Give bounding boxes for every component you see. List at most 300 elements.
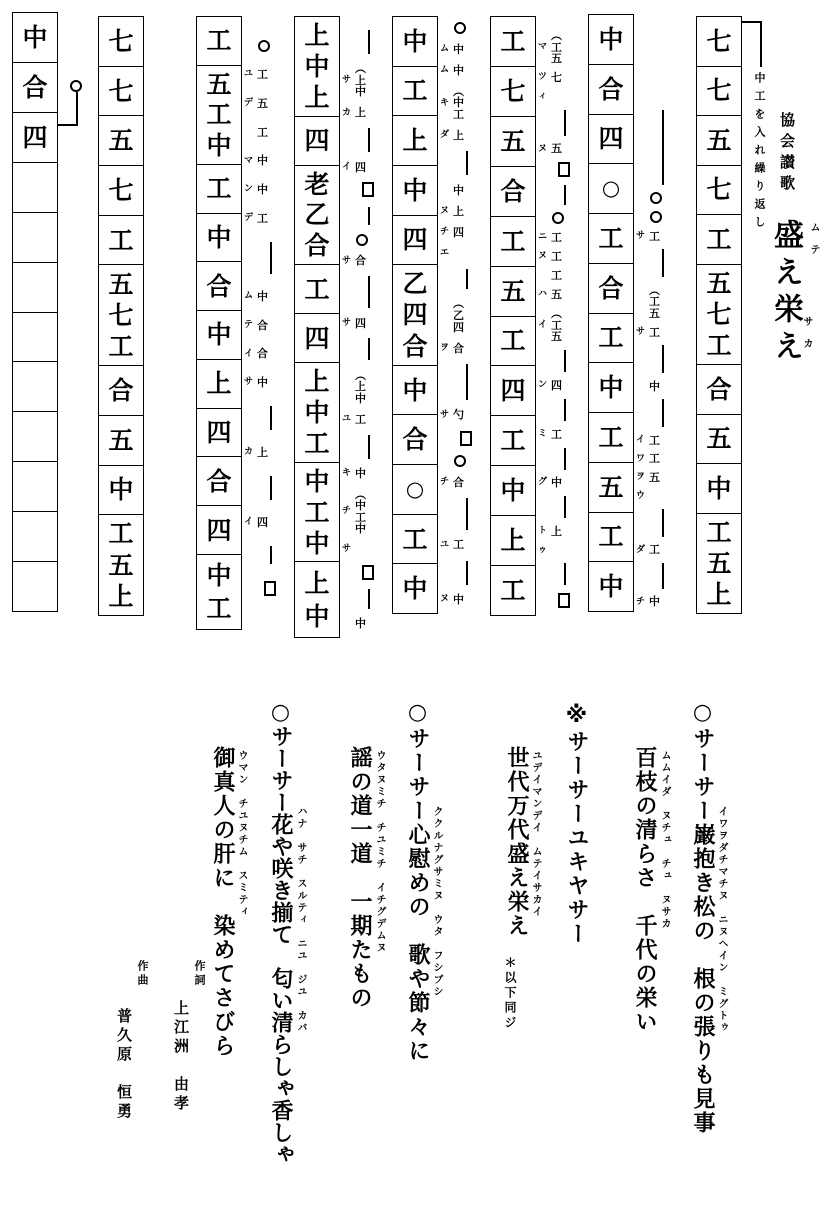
notation-cell: [295, 562, 339, 637]
vocal-note: 工: [551, 250, 562, 264]
notation-cell: [13, 63, 57, 113]
note-character: 合: [206, 466, 232, 496]
notation-column-6: [196, 16, 242, 630]
annotation-token: [537, 232, 562, 244]
notation-cell: [697, 415, 741, 465]
note-character: 四: [304, 323, 330, 353]
notation-cell: [99, 515, 143, 615]
annotation-token: [439, 86, 464, 121]
annotation-token: [635, 472, 660, 484]
lyric-kana: デ: [243, 213, 253, 224]
note-character: 工: [402, 524, 428, 554]
notation-cell: [99, 166, 143, 216]
annotation-token: [635, 285, 660, 320]
duration-line: [466, 561, 468, 585]
note-character: 七: [108, 26, 134, 56]
note-character: 工: [206, 100, 232, 130]
title-ruby-lower: サカ: [801, 316, 812, 360]
repeat-instruction: 中工を入れ繰り返し: [753, 72, 766, 234]
notation-cell: [589, 214, 633, 264]
note-character: 合: [598, 273, 624, 303]
note-character: 工: [304, 497, 330, 527]
lyric-kana: ム: [439, 65, 449, 75]
note-character: 工: [402, 76, 428, 106]
vocal-note: 中: [649, 595, 660, 609]
vocal-note: 工: [257, 68, 268, 82]
duration-line: [662, 509, 664, 537]
notation-cell: [99, 116, 143, 166]
note-character: 工: [108, 519, 134, 549]
lyric-kana: ツ: [537, 72, 547, 83]
note-character: 七: [706, 76, 732, 106]
note-character: 工: [500, 326, 526, 356]
note-character: 五: [108, 425, 134, 455]
notation-cell: [491, 566, 535, 615]
notation-cell: [393, 465, 437, 515]
annotation-strip-4: [341, 30, 387, 630]
annotation-token: [439, 539, 464, 551]
notation-cell: [295, 17, 339, 117]
vocal-note: 工: [649, 433, 660, 447]
square-mark-icon: [362, 565, 374, 580]
note-character: 合: [706, 374, 732, 404]
annotation-token: [439, 477, 464, 489]
circle-mark-icon: [356, 234, 368, 246]
lyric-kana: ユ: [243, 69, 253, 80]
duration-line: [662, 399, 664, 427]
annotation-token: [341, 255, 366, 267]
note-character: 工: [706, 224, 732, 254]
note-character: 五: [598, 472, 624, 502]
notation-cell: [697, 215, 741, 265]
notation-cell: [99, 265, 143, 366]
tie-vertical-line: [76, 92, 78, 126]
note-character: 四: [206, 418, 232, 448]
lyric-kana: マ: [537, 41, 547, 52]
note-character: 合: [402, 331, 428, 361]
note-character: 工: [500, 426, 526, 456]
square-mark-icon: [264, 581, 276, 596]
annotation-strip-1: [635, 110, 681, 608]
vocal-note: 五: [551, 288, 562, 302]
duration-line: [466, 269, 468, 289]
notation-cell: [13, 113, 57, 163]
annotation-token: [243, 320, 268, 332]
annotation-token: [439, 594, 464, 606]
notation-cell: [589, 314, 633, 364]
note-character: 中: [598, 572, 624, 602]
annotation-token: [341, 618, 366, 630]
lyric-line: ○サーサー花や咲き揃て 匂い清らしゃ香しゃ: [268, 700, 293, 1165]
notation-cell: [13, 213, 57, 263]
notation-cell: [13, 462, 57, 512]
lyric-kana: ダ: [635, 544, 645, 555]
vocal-note: 勺: [453, 408, 464, 422]
circle-mark-icon: [454, 22, 466, 34]
note-character: 中: [402, 26, 428, 56]
note-character: 五: [706, 424, 732, 454]
title-ruby-upper: ムテ: [808, 222, 819, 266]
tie-end-circle-icon: [70, 80, 82, 92]
notation-cell: [197, 360, 241, 409]
annotation-token: [635, 327, 660, 339]
notation-cell: [697, 116, 741, 166]
note-character: 乙: [402, 269, 428, 299]
vocal-note: 四: [355, 160, 366, 174]
note-character: 中: [206, 130, 232, 160]
annotation-token: [537, 526, 562, 538]
vocal-note: 上: [453, 129, 464, 143]
lyric-kana: ニ: [537, 232, 547, 243]
note-character: 中: [500, 476, 526, 506]
lyric-kana: ユ: [341, 414, 351, 424]
duration-line: [368, 435, 370, 459]
notation-cell: [13, 13, 57, 63]
lyric-ruby: イワヲダチマチヌ ニヌヘイン ミグトゥ: [716, 806, 727, 1034]
notation-cell: [393, 415, 437, 465]
lyric-line: ○サーサー心慰めの 歌や節々に: [405, 700, 430, 1063]
lyric-kana: デ: [243, 98, 253, 109]
lyric-ruby: ウマン チユヌチム スミティ: [236, 750, 247, 918]
lyric-kana: ヌ: [537, 143, 547, 154]
annotation-token: [243, 447, 268, 459]
notation-cell: [491, 117, 535, 167]
note-character: 中: [304, 398, 330, 428]
note-character: 工: [500, 26, 526, 56]
annotation-token: [341, 63, 366, 98]
notation-cell: [393, 366, 437, 416]
annotation-strip-3: [439, 22, 485, 606]
notation-cell: [697, 464, 741, 514]
page-title: 盛え栄え: [768, 219, 803, 367]
annotation-token: [439, 248, 450, 259]
repeat-bracket-vertical-line: [760, 21, 762, 67]
note-character: 乙: [304, 200, 330, 230]
notation-cell: [491, 466, 535, 516]
notation-cell: [295, 363, 339, 463]
duration-line: [368, 30, 370, 54]
note-character: 工: [598, 422, 624, 452]
vocal-note: 工: [649, 229, 660, 243]
annotation-token: [439, 65, 464, 77]
lyric-kana: イ: [243, 517, 253, 528]
lyric-ruby: ムムイダ ヌチュ チュ ヌサカ: [659, 750, 670, 930]
note-character: 工: [706, 517, 732, 547]
annotation-token: [537, 251, 562, 263]
vocal-note: 工: [453, 538, 464, 552]
notation-cell: [99, 17, 143, 67]
notation-cell: [589, 65, 633, 115]
vocal-note: ︵ 乙 四: [453, 297, 464, 334]
notation-cell: [589, 264, 633, 314]
notation-cell: [197, 214, 241, 263]
vocal-note: 七: [551, 71, 562, 85]
vocal-note: 中: [453, 63, 464, 77]
notation-cell: [13, 412, 57, 462]
note-character: 四: [206, 515, 232, 545]
note-character: 上: [402, 126, 428, 156]
note-character: 合: [304, 231, 330, 261]
duration-line: [564, 110, 566, 136]
notation-cell: [13, 163, 57, 213]
notation-cell: [197, 17, 241, 66]
notation-cell: [197, 311, 241, 360]
lyric-kana: サ: [439, 409, 449, 420]
note-character: 中: [598, 373, 624, 403]
lyric-kana: ン: [243, 184, 253, 195]
vocal-note: 四: [355, 316, 366, 330]
note-character: 中: [304, 528, 330, 558]
notation-cell: [197, 262, 241, 311]
note-character: 中: [206, 560, 232, 590]
duration-line: [466, 364, 468, 400]
notation-cell: [99, 416, 143, 466]
lyric-kana: ム: [243, 291, 253, 302]
notation-column-5: [294, 16, 340, 638]
lyric-kana: ヌ: [439, 594, 449, 605]
lyric-line: 百枝の清らさ 千代の栄い: [632, 746, 657, 1034]
vocal-note: 中: [649, 379, 660, 393]
lyric-kana: ト: [537, 526, 547, 537]
note-character: 上: [304, 82, 330, 112]
notation-cell: [697, 17, 741, 67]
note-character: 工: [206, 26, 232, 56]
lyric-kana: ハ: [537, 289, 547, 300]
lyric-kana: キ: [341, 468, 351, 479]
annotation-token: [341, 414, 366, 426]
notation-cell: [197, 165, 241, 214]
lyric-kana: ム: [439, 43, 449, 54]
lyric-line: ※サーサーユキヤサー: [564, 703, 589, 946]
duration-line: [270, 242, 272, 274]
duration-line: [662, 345, 664, 373]
lyric-kana: ウ: [635, 490, 645, 501]
lyric-kana: カ: [243, 447, 253, 458]
duration-line: [662, 249, 664, 277]
annotation-token: [439, 298, 464, 333]
notation-cell: [697, 67, 741, 117]
note-character: 七: [108, 76, 134, 106]
vocal-note: 中: [257, 375, 268, 389]
notation-cell: [589, 363, 633, 413]
lyric-kana: チ: [341, 506, 351, 517]
circle-mark-icon: [258, 40, 270, 52]
note-character: 五: [108, 269, 134, 299]
duration-line: [368, 276, 370, 308]
square-mark-icon: [558, 593, 570, 608]
note-character: 五: [108, 550, 134, 580]
annotation-token: [537, 477, 562, 489]
note-character: 五: [108, 126, 134, 156]
annotation-token: [439, 227, 464, 239]
annotation-token: [243, 184, 268, 196]
note-character: 老: [304, 169, 330, 199]
note-character: 上: [108, 581, 134, 611]
duration-line: [270, 406, 272, 430]
note-character: 合: [598, 74, 624, 104]
note-character: 合: [206, 271, 232, 301]
note-character: 四: [22, 122, 48, 152]
note-character: 上: [304, 367, 330, 397]
vocal-note: 工: [551, 230, 562, 244]
notation-cell: [197, 457, 241, 506]
notation-cell: [491, 416, 535, 466]
vocal-note: ︵ 工 五: [551, 307, 562, 344]
note-character: ○: [405, 476, 425, 501]
lyric-kana: ヌ: [537, 251, 547, 262]
duration-line: [368, 589, 370, 609]
annotation-token: [243, 213, 268, 225]
vocal-note: 合: [257, 318, 268, 332]
lyric-kana: エ: [439, 248, 449, 259]
lyric-line: ○サーサー巌抱き松の 根の張りも見事: [690, 700, 715, 1135]
notation-cell: [99, 366, 143, 416]
square-mark-icon: [362, 182, 374, 197]
note-character: 上: [206, 369, 232, 399]
note-character: 工: [304, 429, 330, 459]
circle-mark-icon: [650, 211, 662, 223]
vocal-note: 五: [257, 96, 268, 110]
vocal-note: 工: [257, 211, 268, 225]
annotation-token: [635, 596, 660, 608]
notation-cell: [197, 506, 241, 555]
vocal-note: ︵ 工 五: [649, 283, 660, 320]
note-character: 合: [402, 425, 428, 455]
notation-cell: [697, 265, 741, 365]
note-character: 中: [402, 375, 428, 405]
note-character: 中: [706, 473, 732, 503]
vocal-note: 合: [257, 347, 268, 361]
duration-line: [368, 128, 370, 152]
vocal-note: ︵ 中 工 中: [355, 487, 366, 536]
note-character: 中: [108, 475, 134, 505]
notation-cell: [589, 562, 633, 611]
notation-column-1: [696, 16, 742, 614]
lyric-kana: ダ: [439, 130, 449, 141]
notation-cell: [589, 115, 633, 165]
song-category: 協会讃歌: [778, 112, 796, 196]
lyric-kana: ヲ: [439, 342, 449, 353]
note-character: 工: [706, 330, 732, 360]
duration-line: [466, 151, 468, 175]
note-character: 工: [598, 522, 624, 552]
duration-line: [662, 563, 664, 589]
lyric-line: 御真人の肝に 染めてさびら: [210, 746, 235, 1058]
annotation-token: [537, 30, 562, 65]
note-character: 上: [304, 568, 330, 598]
note-character: 五: [500, 126, 526, 156]
notation-cell: [99, 466, 143, 516]
note-character: 中: [206, 222, 232, 252]
annotation-token: [341, 107, 366, 119]
vocal-note: 合: [453, 341, 464, 355]
lyric-kana: チ: [635, 596, 645, 607]
vocal-note: ︵ 上 中: [355, 368, 366, 405]
note-character: 四: [500, 376, 526, 406]
vocal-note: 中: [453, 593, 464, 607]
notation-column-4: [392, 16, 438, 614]
vocal-note: 上: [257, 445, 268, 459]
lyric-kana: グ: [537, 477, 547, 488]
note-character: 中: [402, 574, 428, 604]
notation-cell: [295, 314, 339, 363]
note-character: 四: [304, 126, 330, 156]
credit-name: 普久原 恒勇: [115, 1008, 133, 1122]
note-character: 工: [598, 223, 624, 253]
annotation-token: [439, 206, 464, 218]
lyric-kana: マ: [243, 155, 253, 166]
vocal-note: ︵ 中 工: [453, 84, 464, 121]
duration-line: [564, 448, 566, 470]
note-character: 中: [304, 466, 330, 496]
annotation-token: [537, 143, 562, 155]
vocal-note: 合: [355, 254, 366, 268]
duration-line: [564, 496, 566, 518]
note-character: 五: [500, 276, 526, 306]
note-character: 合: [22, 72, 48, 102]
notation-cell: [393, 166, 437, 216]
lyric-kana: イ: [243, 348, 253, 359]
notation-cell: [393, 515, 437, 565]
lyric-kana: サ: [341, 544, 351, 555]
notation-cell: [589, 164, 633, 214]
notation-cell: [295, 265, 339, 314]
notation-cell: [393, 564, 437, 613]
note-character: 七: [500, 76, 526, 106]
vocal-note: 中: [453, 42, 464, 56]
notation-cell: [13, 362, 57, 412]
lyric-kana: サ: [341, 317, 351, 328]
note-character: 中: [22, 22, 48, 52]
notation-column-7: [98, 16, 144, 616]
note-character: 五: [206, 69, 232, 99]
vocal-note: 中: [257, 183, 268, 197]
annotation-token: [243, 291, 268, 303]
notation-cell: [393, 116, 437, 166]
annotation-token: [341, 370, 366, 405]
note-character: 四: [402, 300, 428, 330]
vocal-note: 四: [453, 226, 464, 240]
annotation-token: [635, 544, 660, 556]
notation-cell: [589, 463, 633, 513]
notation-cell: [99, 216, 143, 266]
note-character: 中: [304, 51, 330, 81]
lyric-kana: カ: [341, 107, 351, 118]
duration-line: [368, 338, 370, 360]
annotation-token: [537, 72, 562, 84]
lyric-kana: キ: [439, 97, 449, 108]
duration-line: [564, 350, 566, 372]
annotation-token: [243, 377, 268, 389]
circle-mark-icon: [650, 192, 662, 204]
notation-cell: [697, 514, 741, 613]
note-character: 七: [706, 299, 732, 329]
vocal-note: 工: [649, 325, 660, 339]
credit-label: 作詞: [193, 960, 206, 988]
refrain-note: ＊以下同ジ: [503, 956, 517, 1031]
notation-cell: [13, 313, 57, 363]
lyric-kana: イ: [537, 320, 547, 331]
annotation-token: [341, 489, 366, 535]
notation-cell: [589, 15, 633, 65]
duration-line: [662, 110, 664, 185]
note-character: 七: [108, 175, 134, 205]
note-character: ○: [601, 176, 621, 201]
note-character: 中: [304, 601, 330, 631]
notation-cell: [491, 317, 535, 367]
lyric-ruby: ハナ サチ スルティ ニユ ジユ カバ: [295, 806, 306, 1034]
notation-cell: [589, 413, 633, 463]
